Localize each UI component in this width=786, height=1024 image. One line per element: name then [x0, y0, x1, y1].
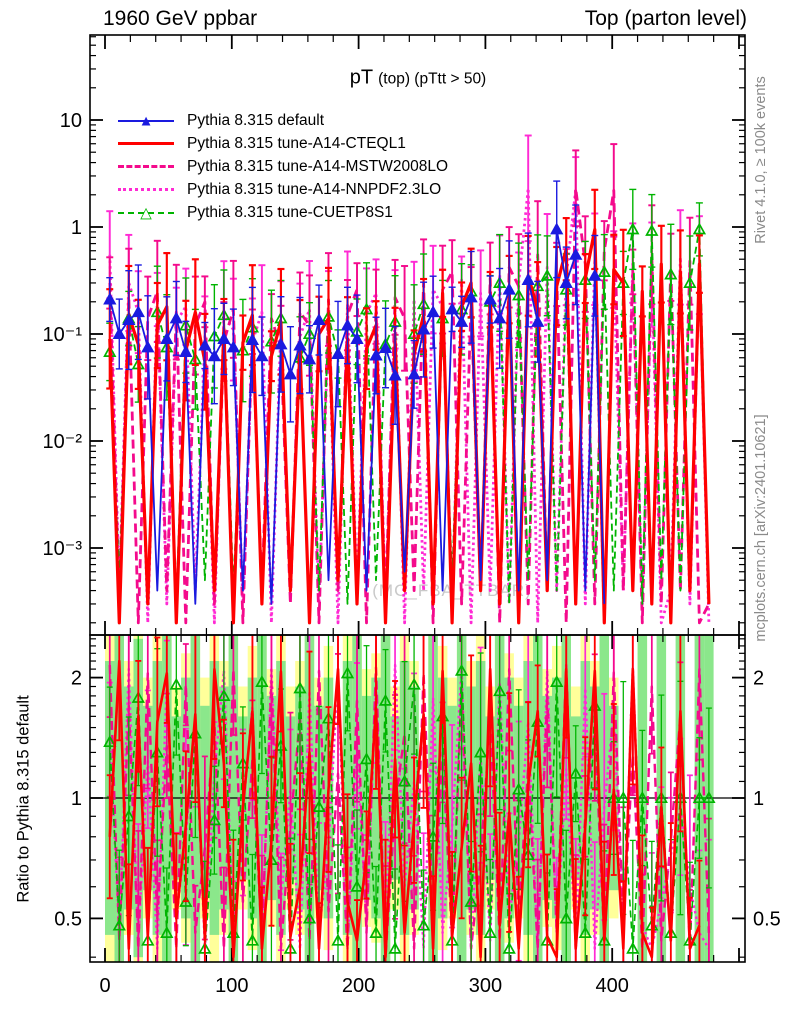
x-tick-label: 0	[99, 975, 111, 997]
x-tick-label: 400	[595, 975, 629, 997]
x-tick-label: 300	[468, 975, 503, 997]
y-tick-label: 10⁻¹	[42, 324, 82, 346]
legend	[118, 109, 448, 224]
ratio-tick-label-left: 0.5	[54, 908, 82, 931]
y-tick-label: 1	[70, 217, 82, 239]
beam-energy-label: 1960 GeV ppbar	[103, 7, 258, 30]
legend-label: Pythia 8.315 tune-CUETP8S1	[187, 203, 393, 221]
legend-label: Pythia 8.315 default	[187, 111, 325, 129]
y-tick-label: 10	[59, 110, 82, 132]
ratio-tick-label-left: 2	[70, 667, 82, 690]
legend-item-pythia-8-315-tune-cuetp8s1	[118, 201, 448, 224]
legend-line-sample	[118, 165, 174, 168]
rivet-version-note: Rivet 4.1.0, ≥ 100k events	[753, 76, 769, 244]
watermark: (MC_FBA_TTBAR)	[372, 581, 532, 600]
legend-line-sample	[118, 204, 174, 222]
legend-item-pythia-8-315-tune-a14-nnpdf2-3lo	[118, 178, 448, 201]
x-tick-label: 100	[215, 975, 249, 997]
legend-line-sample	[118, 188, 174, 191]
legend-label: Pythia 8.315 tune-A14-MSTW2008LO	[187, 157, 449, 175]
legend-item-pythia-8-315-tune-a14-mstw2008lo	[118, 155, 448, 178]
legend-line-sample	[118, 112, 174, 130]
y-tick-label: 10⁻²	[42, 431, 82, 453]
plot-title-observable: pT	[349, 66, 374, 89]
plot-title-cut: (top) (pTtt > 50)	[378, 70, 487, 88]
legend-label: Pythia 8.315 tune-A14-CTEQL1	[187, 134, 406, 152]
legend-item-pythia-8-315-default	[118, 109, 448, 132]
y-tick-label: 10⁻³	[42, 538, 82, 560]
ratio-tick-label-left: 1	[70, 788, 82, 810]
filled-triangle-icon: ▲	[138, 112, 154, 130]
legend-line-sample	[118, 142, 174, 145]
ratio-tick-label-right: 2	[753, 667, 765, 690]
x-tick-label: 200	[341, 975, 376, 997]
ratio-tick-label-right: 1	[753, 788, 765, 810]
ratio-axis-title: Ratio to Pythia 8.315 default	[14, 695, 33, 903]
analysis-group-label: Top (parton level)	[584, 7, 747, 30]
plot-title	[350, 67, 486, 90]
open-triangle-icon: △	[140, 204, 152, 222]
legend-item-pythia-8-315-tune-a14-cteql1	[118, 132, 448, 155]
mcplots-attribution: mcplots.cern.ch [arXiv:2401.10621]	[753, 414, 769, 642]
legend-label: Pythia 8.315 tune-A14-NNPDF2.3LO	[187, 180, 442, 198]
ratio-tick-label-right: 0.5	[753, 908, 781, 931]
